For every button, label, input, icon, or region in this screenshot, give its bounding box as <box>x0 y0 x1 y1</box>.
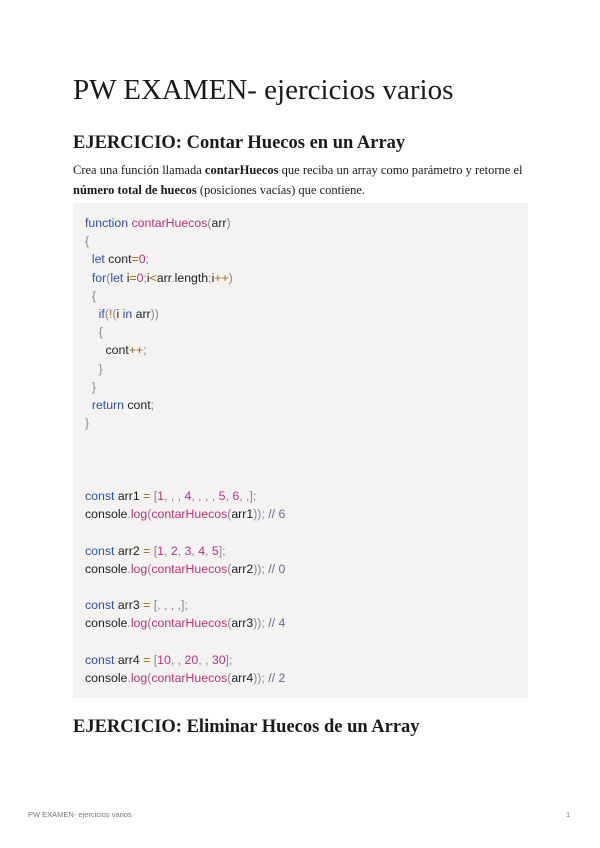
description-text: que reciba un array como parámetro y retorne el <box>278 163 523 177</box>
code-listing: function contarHuecos(arr) { let cont=0; for(let i=0;i<arr.length;i++) { if(!(i in arr)) { cont++; } } return cont; } const arr1 = [1, , , 4, , , , 5, 6, ,]; console.log(contarHuecos(arr1)); // 6 const arr2 = [1, 2, 3, 4, 5]; console.log(contarHuecos(arr2)); // 0 const arr3 = [, , , ,]; console.log(contarHuecos(arr3)); // 4 const arr4 = [10, , 20, , 30]; console.log(contarHuecos(arr4)); // 2 <box>85 216 286 686</box>
description-text: Crea una función llamada <box>73 163 205 177</box>
exercise-description <box>73 160 533 200</box>
page-title: PW EXAMEN- ejercicios varios <box>73 74 454 106</box>
description-text: (posiciones vacías) que contiene. <box>196 183 366 197</box>
description-bold-total: número total de huecos <box>73 183 197 197</box>
footer-page-number: 1 <box>566 810 571 819</box>
section-heading-contar-huecos: EJERCICIO: Contar Huecos en un Array <box>73 133 406 153</box>
section-heading-eliminar-huecos: EJERCICIO: Eliminar Huecos de un Array <box>73 717 420 737</box>
code-block <box>73 203 528 698</box>
footer-doc-title: PW EXAMEN- ejercicios varios <box>28 810 132 819</box>
description-bold-function: contarHuecos <box>204 163 279 177</box>
